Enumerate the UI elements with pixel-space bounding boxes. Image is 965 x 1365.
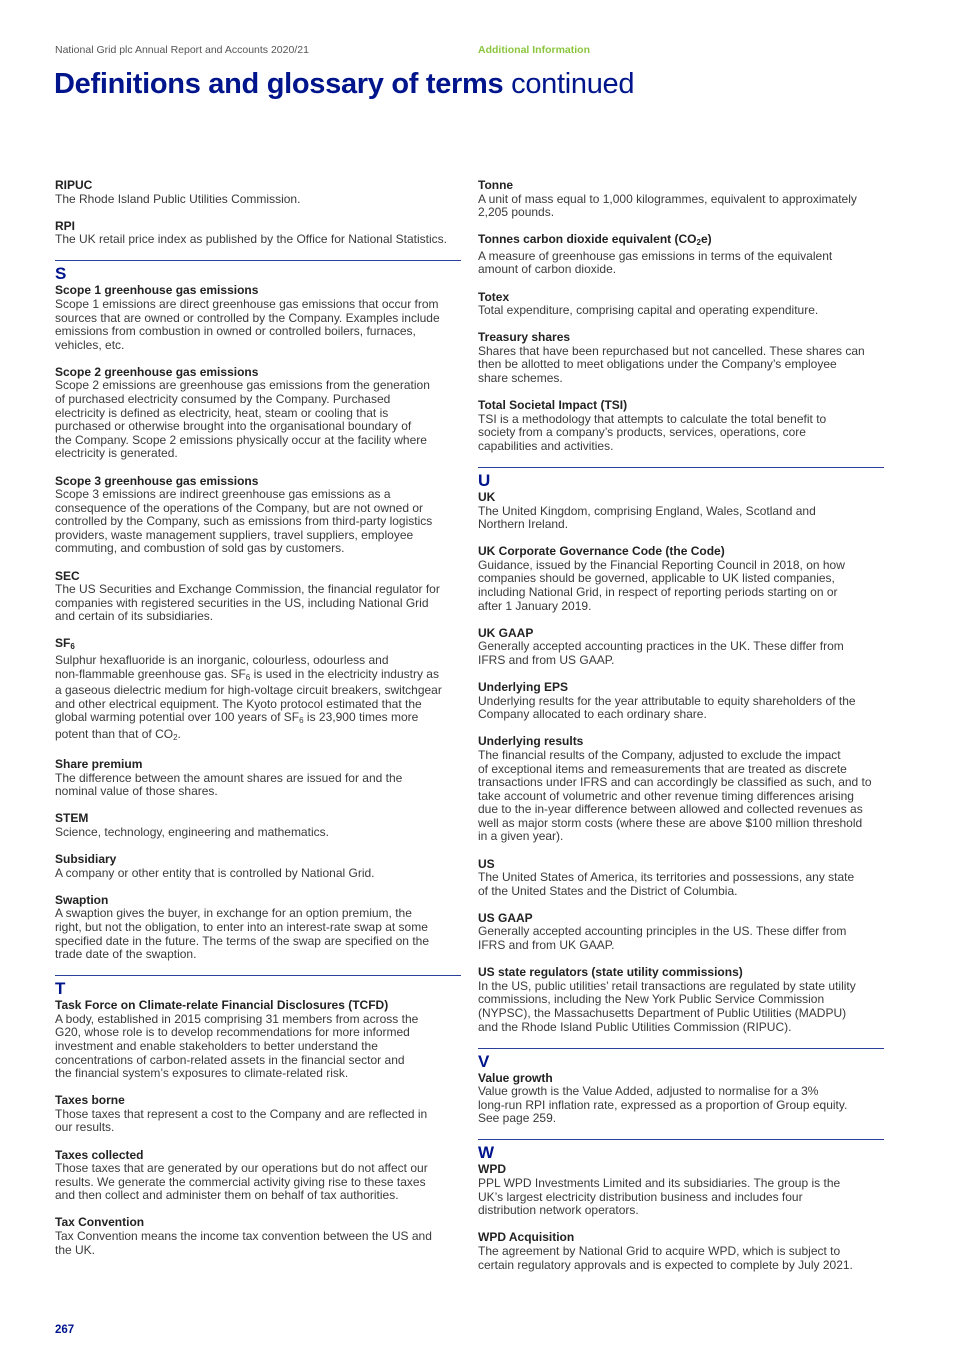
definition-line: A unit of mass equal to 1,000 kilogrammes, equivalent to approximately [478,191,857,206]
page-title [54,68,634,101]
definition-line: and the Rhode Island Public Utilities Commission (RIPUC). [478,1019,792,1034]
glossary-entry [478,966,884,1034]
term-text: SF [55,636,71,651]
term: Task Force on Climate-relate Financial Disclosures (TCFD) [55,998,389,1013]
report-title: National Grid plc Annual Report and Accounts 2020/21 [55,44,309,56]
glossary-entry [478,735,884,844]
definition-line: A body, established in 2015 comprising 31 members from across the [55,1011,419,1026]
glossary-entry [55,1216,461,1257]
definition-line: Tax Convention means the income tax convention between the US and [55,1229,432,1244]
definition-line: Guidance, issued by the Financial Reporting Council in 2018, on how [478,557,845,572]
text-fragment: is 23,900 times more [303,710,419,725]
glossary-entry [478,1072,884,1126]
definition-line: concentrations of carbon-related assets in the financial sector and [55,1052,405,1067]
definition-line: society from a company’s products, services, operations, core [478,425,806,440]
definition-line: The United States of America, its territories and possessions, any state [478,870,855,885]
definition-line: See page 259. [478,1111,557,1126]
definition-line: providers, waste management suppliers, travel suppliers, employee [55,527,414,542]
definition-line: Scope 3 emissions are indirect greenhouse gas emissions as a [55,487,391,502]
definition-line: emissions from combustion in owned or controlled boilers, furnaces, [55,324,416,339]
glossary-entry [55,758,461,799]
definition-line: Generally accepted accounting principles in the US. These differ from [478,924,847,939]
term: Scope 3 greenhouse gas emissions [55,473,259,488]
definition-line: commuting, and combustion of sold gas by customers. [55,541,345,556]
term: UK Corporate Governance Code (the Code) [478,544,725,559]
glossary-entry [55,179,461,206]
right-column [478,179,884,1286]
definition-line: Scope 1 emissions are direct greenhouse gas emissions that occur from [55,296,439,311]
definition-line: and other electrical equipment. The Kyoto protocol estimated that the [55,696,422,711]
term: Totex [478,289,510,304]
definition-line: a gaseous dielectric medium for high-voltage circuit breakers, switchgear [55,683,442,698]
term: US state regulators (state utility commissions) [478,965,743,980]
definition-line: The United Kingdom, comprising England, Wales, Scotland and [478,503,816,518]
term: UK [478,490,496,504]
definition-line: controlled by the Company, such as emissions from third-party logistics [55,514,433,529]
glossary-entry [478,331,884,385]
definition-line: Company allocated to each ordinary share. [478,707,707,722]
definition-line: A swaption gives the buyer, in exchange for an option premium, the [55,906,412,921]
section-letter-w: W [478,1139,884,1163]
term: SEC [55,568,80,583]
glossary-entry [478,491,884,532]
definition-line: Shares that have been repurchased but not cancelled. These shares can [478,343,865,358]
term: Underlying results [478,734,584,749]
page-number: 267 [55,1324,75,1336]
glossary-entry [478,1163,884,1217]
term: STEM [55,811,89,826]
term-text: e) [700,232,712,247]
glossary-entry [55,999,461,1081]
term: Scope 2 greenhouse gas emissions [55,364,259,379]
definition-line: well as major storm costs (where these are above $100 million threshold [478,815,863,830]
term: Underlying EPS [478,680,569,695]
definition-line: long-run RPI inflation rate, expressed as a proportion of Group equity. [478,1097,848,1112]
definition-line: right, but not the obligation, to enter into an interest-rate swap at some [55,919,428,934]
glossary-entry [478,545,884,613]
definition-line: Northern Ireland. [478,517,569,532]
definition: The Rhode Island Public Utilities Commission. [55,191,301,206]
glossary-entry [478,858,884,899]
left-column [55,179,461,1271]
definition: A company or other entity that is controlled by National Grid. [55,865,375,880]
glossary-entry [55,894,461,962]
definition-line: The financial results of the Company, adjusted to exclude the impact [478,747,841,762]
definition-line: PPL WPD Investments Limited and its subsidiaries. The group is the [478,1176,841,1191]
definition-line: purchased or otherwise brought into the organisational boundary of [55,419,412,434]
term: Swaption [55,892,109,907]
definition-line: and then collect and administer them on behalf of tax authorities. [55,1188,399,1203]
definition-line: our results. [55,1120,115,1135]
definition-line: Scope 2 emissions are greenhouse gas emissions from the generation [55,378,430,393]
definition-line [55,711,461,728]
term: Value growth [478,1070,553,1085]
term: Subsidiary [55,852,117,867]
definition-line: commissions, including the New York Public Service Commission [478,992,825,1007]
term: US GAAP [478,910,533,925]
subscript: 6 [245,672,251,682]
definition-line: of purchased electricity consumed by the Company. Purchased [55,392,391,407]
definition-line: of the United States and the District of Columbia. [478,883,738,898]
definition-line: capabilities and activities. [478,438,614,453]
glossary-entry [55,1149,461,1203]
definition-line: Underlying results for the year attributable to equity shareholders of the [478,693,856,708]
definition-line: transactions under IFRS and can accordingly be classified as such, and to [478,775,872,790]
definition-line: The difference between the amount shares are issued for and the [55,770,403,785]
subscript: 6 [299,716,304,726]
term: US [478,856,495,871]
text-fragment: global warming potential over 100 years of SF [55,710,300,725]
definition-line: The US Securities and Exchange Commission, the financial regulator for [55,582,440,597]
text-fragment: non-flammable greenhouse gas. SF [55,666,246,681]
definition-line: Those taxes that are generated by our operations but do not affect our [55,1161,428,1176]
glossary-entry [55,1094,461,1135]
definition-line: including National Grid, in respect of reporting periods starting on or [478,585,838,600]
definition-line: take account of volumetric and other revenue timing differences arising [478,788,854,803]
definition-line: Value growth is the Value Added, adjusted to normalise for a 3% [478,1084,819,1099]
definition-line: TSI is a methodology that attempts to calculate the total benefit to [478,411,827,426]
term: WPD [478,1162,506,1177]
definition-line: Sulphur hexafluoride is an inorganic, colourless, odourless and [55,653,389,668]
definition-line: Generally accepted accounting practices in the UK. These differ from [478,639,844,654]
term-text: Tonnes carbon dioxide equivalent (CO [478,232,697,247]
section-letter-s: S [55,260,461,284]
section-letter-v: V [478,1048,884,1072]
term: RPI [55,218,76,233]
definition: Total expenditure, comprising capital and operating expenditure. [478,303,819,318]
glossary-entry [55,812,461,839]
glossary-entry [55,220,461,247]
term-subscript: 6 [70,642,75,652]
definition-line: certain regulatory approvals and is expected to complete by July 2021. [478,1257,853,1272]
glossary-entry [478,627,884,668]
definition-line: results. We generate the commercial activity giving rise to these taxes [55,1174,426,1189]
definition: Science, technology, engineering and mathematics. [55,824,329,839]
page-title-main: Definitions and glossary of terms [54,68,504,100]
definition-line: (NYPSC), the Massachusetts Department of Public Utilities (MADPU) [478,1005,847,1020]
definition-line: electricity is defined as electricity, heat, steam or cooling that is [55,405,389,420]
definition-line: share schemes. [478,371,563,386]
subscript: 2 [173,733,178,742]
definition: The UK retail price index as published by the Office for National Statistics. [55,232,447,247]
glossary-entry [478,179,884,220]
definition-line: investment and enable stakeholders to better understand the [55,1039,378,1053]
text-fragment: . [177,727,181,741]
definition-line: specified date in the future. The terms of the swap are specified on the [55,933,429,948]
glossary-entry [55,284,461,352]
page-title-suffix: continued [511,68,635,100]
definition-line: the UK. [55,1242,96,1257]
term: WPD Acquisition [478,1230,575,1245]
term: Taxes collected [55,1147,144,1162]
term-subscript: 2 [696,238,701,248]
term: Scope 1 greenhouse gas emissions [55,283,259,298]
definition-line: then be allotted to meet obligations under the Company’s employee [478,357,837,372]
term: Share premium [55,757,143,772]
term: RIPUC [55,178,93,192]
glossary-entry [55,570,461,624]
term: Tax Convention [55,1215,145,1230]
definition-line: vehicles, etc. [55,337,125,352]
definition-line: amount of carbon dioxide. [478,262,617,277]
glossary-entry [55,366,461,461]
definition-line: IFRS and from UK GAAP. [478,938,615,953]
glossary-entry [478,681,884,722]
glossary-entry [478,912,884,953]
term: UK GAAP [478,625,534,640]
definition-line: the Company. Scope 2 emissions physically occur at the facility where [55,432,427,447]
term: Tonne [478,178,514,192]
definition-line: consequence of the operations of the Company, but are not owned or [55,500,424,515]
term [478,233,884,250]
term [55,637,461,654]
term: Total Societal Impact (TSI) [478,398,628,413]
definition-line: The agreement by National Grid to acquire WPD, which is subject to [478,1243,841,1258]
definition-line: IFRS and from US GAAP. [478,652,615,667]
glossary-entry [478,399,884,453]
section-letter-t: T [55,975,461,999]
definition-line: and certain of its subsidiaries. [55,609,214,624]
definition-line: Those taxes that represent a cost to the Company and are reflected in [55,1106,428,1121]
definition-line: due to the in-year difference between allowed and collected revenues as [478,802,863,817]
definition-line: UK’s largest electricity distribution business and includes four [478,1189,803,1204]
definition-line: companies should be governed, applicable to UK listed companies, [478,571,835,586]
glossary-entry [478,233,884,277]
glossary-entry [478,1231,884,1272]
definition-line: of exceptional items and remeasurements that are treated as discrete [478,761,847,776]
definition-line: electricity is generated. [55,446,178,461]
definition-line: A measure of greenhouse gas emissions in terms of the equivalent [478,248,833,263]
text-fragment: potent than that of CO [55,727,174,741]
section-letter-u: U [478,467,884,491]
definition-line: after 1 January 2019. [478,598,592,613]
definition-line [55,668,461,685]
definition-line: nominal value of those shares. [55,784,218,799]
glossary-entry [478,291,884,318]
glossary-entry [55,475,461,557]
definition-line: companies with registered securities in the US, including National Grid [55,595,429,610]
glossary-entry [55,637,461,744]
definition-line: distribution network operators. [478,1203,639,1218]
term: Taxes borne [55,1093,125,1108]
definition-line: G20, whose role is to develop recommendations for more informed [55,1025,410,1040]
text-fragment: is used in the electricity industry as [250,666,439,681]
term: Treasury shares [478,330,571,345]
definition-line: in a given year). [478,829,564,844]
definition-line: trade date of the swaption. [55,947,197,962]
definition-line: the financial system’s exposures to climate-related risk. [55,1066,349,1081]
definition-line: In the US, public utilities’ retail transactions are regulated by state utility [478,978,856,993]
definition-line [55,728,461,745]
section-label: Additional Information [478,44,590,56]
definition-line: sources that are owned or controlled by the Company. Examples include [55,310,440,325]
definition-line: 2,205 pounds. [478,205,555,220]
glossary-entry [55,853,461,880]
